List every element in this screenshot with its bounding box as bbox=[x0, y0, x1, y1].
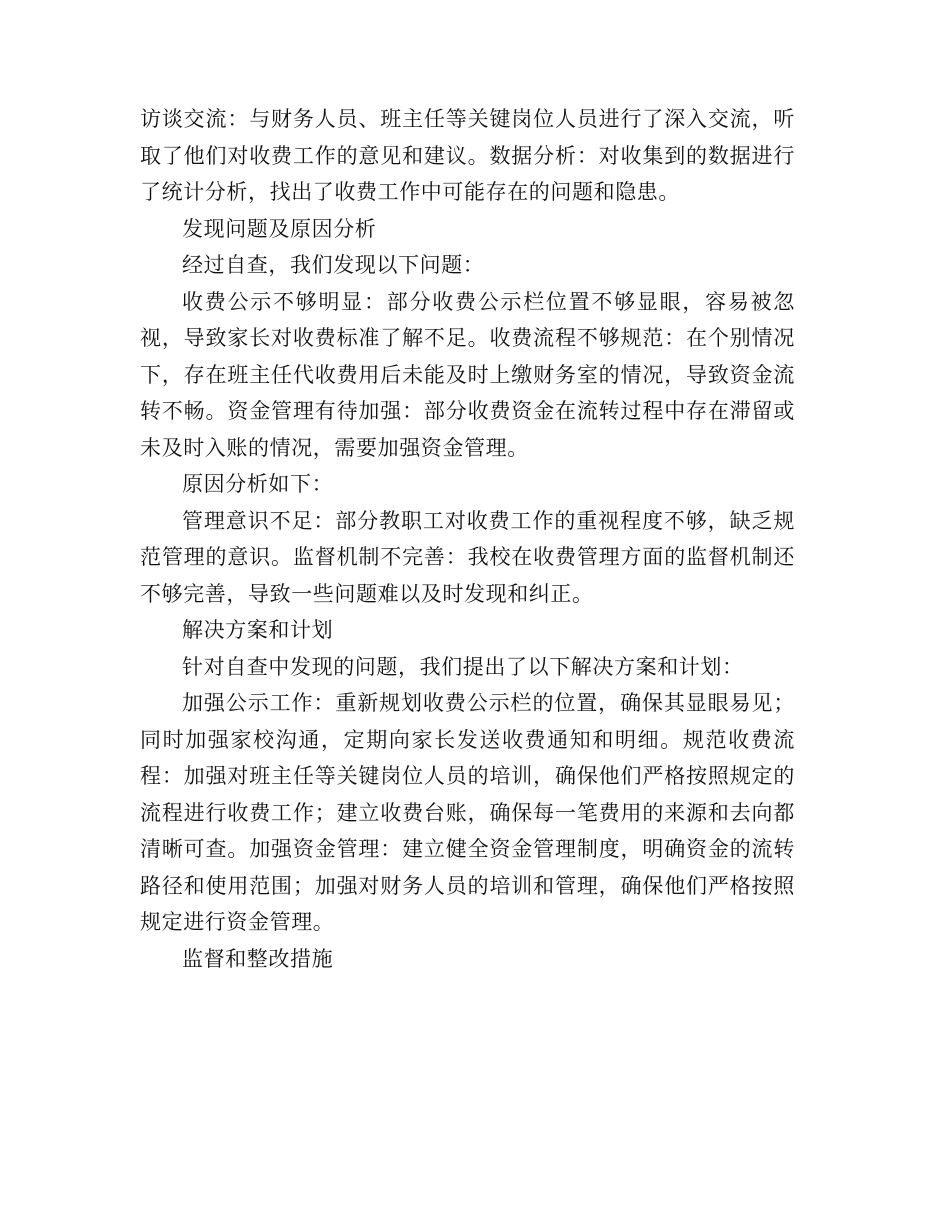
paragraph-solutions-intro: 针对自查中发现的问题，我们提出了以下解决方案和计划： bbox=[182, 654, 744, 679]
paragraph-interview-data-analysis: 访谈交流：与财务人员、班主任等关键岗位人员进行了深入交流，听取了他们对收费工作的意见和建议。数据分析：对收集到的数据进行了统计分析，找出了收费工作中可能存在的问题和隐患。 bbox=[140, 107, 795, 204]
paragraph-causes-list: 管理意识不足：部分教职工对收费工作的重视程度不够，缺乏规范管理的意识。监督机制不完善：我校在收费管理方面的监督机制还不够完善，导致一些问题难以及时发现和纠正。 bbox=[140, 508, 795, 606]
heading-problems-and-causes: 发现问题及原因分析 bbox=[182, 216, 377, 241]
heading-solutions-and-plans: 解决方案和计划 bbox=[182, 618, 334, 642]
paragraph-causes-intro: 原因分析如下： bbox=[182, 472, 334, 496]
paragraph-problems-list: 收费公示不够明显：部分收费公示栏位置不够显眼，容易被忽视，导致家长对收费标准了解不足。收费流程不够规范：在个别情况下，存在班主任代收费用后未能及时上缴财务室的情况，导致资金流转不畅。资金管理有待加强：部分收费资金在流转过程中存在滞留或未及时入账的情况，需要加强资金管理。 bbox=[140, 289, 795, 460]
document-body bbox=[140, 101, 795, 977]
heading-supervision-and-rectification: 监督和整改措施 bbox=[182, 946, 334, 971]
paragraph-self-check-intro: 经过自查，我们发现以下问题： bbox=[182, 253, 485, 277]
paragraph-solutions-list: 加强公示工作：重新规划收费公示栏的位置，确保其显眼易见；同时加强家校沟通，定期向家长发送收费通知和明细。规范收费流程：加强对班主任等关键岗位人员的培训，确保他们严格按照规定的流程进行收费工作；建立收费台账，确保每一笔费用的来源和去向都清晰可查。加强资金管理：建立健全资金管理制度，明确资金的流转路径和使用范围；加强对财务人员的培训和管理，确保他们严格按照规定进行资金管理。 bbox=[140, 691, 795, 934]
